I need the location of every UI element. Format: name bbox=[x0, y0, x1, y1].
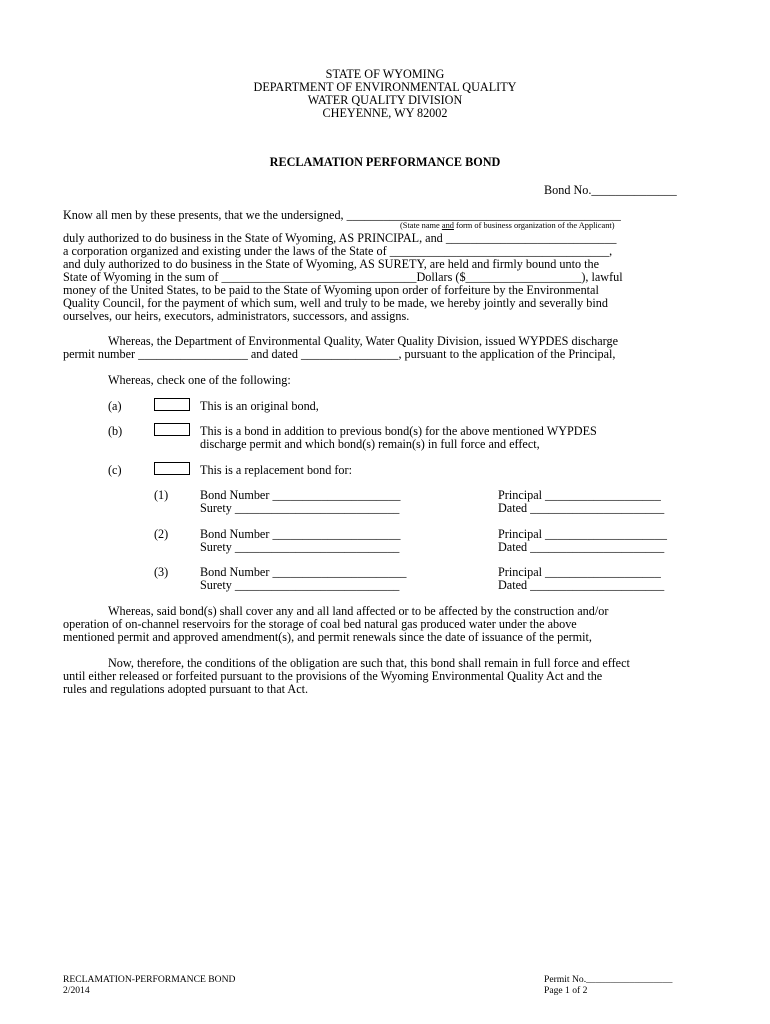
bond-entry-number: (2) bbox=[154, 527, 169, 541]
bond-entry-number: (1) bbox=[154, 488, 169, 502]
intro-line-2[interactable]: duly authorized to do business in the State of Wyoming, AS PRINCIPAL, and ____________________________ bbox=[63, 231, 617, 245]
intro-line-1[interactable]: Know all men by these presents, that we the undersigned, _____________________________________________ bbox=[63, 208, 621, 222]
option-c-text: This is a replacement bond for: bbox=[200, 463, 352, 477]
option-b-text-1: This is a bond in addition to previous bond(s) for the above mentioned WYPDES bbox=[200, 424, 597, 438]
option-a-label: (a) bbox=[108, 399, 122, 413]
option-c-checkbox[interactable] bbox=[154, 462, 190, 475]
bond-number-field[interactable]: Bond No.______________ bbox=[544, 183, 677, 197]
intro-line-7: Quality Council, for the payment of which sum, well and truly to be made, we hereby jointly and severally bind bbox=[63, 296, 608, 310]
applicant-note-part1: (State name bbox=[400, 221, 442, 230]
conditions-line-3: rules and regulations adopted pursuant to that Act. bbox=[63, 682, 309, 696]
surety-field[interactable]: Surety ___________________________ bbox=[200, 501, 400, 515]
dated-field[interactable]: Dated ______________________ bbox=[498, 578, 665, 592]
footer-page-number: Page 1 of 2 bbox=[544, 985, 588, 996]
principal-field[interactable]: Principal ___________________ bbox=[498, 488, 661, 502]
bond-number-field[interactable]: Bond Number _____________________ bbox=[200, 527, 401, 541]
whereas-check-line: Whereas, check one of the following: bbox=[108, 373, 291, 387]
intro-line-3[interactable]: a corporation organized and existing under the laws of the State of ____________________________________, bbox=[63, 244, 613, 258]
dated-field[interactable]: Dated ______________________ bbox=[498, 501, 665, 515]
header-line-state: STATE OF WYOMING bbox=[325, 67, 445, 81]
bond-number-field[interactable]: Bond Number _____________________ bbox=[200, 488, 401, 502]
whereas-permit-line-1: Whereas, the Department of Environmental Quality, Water Quality Division, issued WYPDES discharge bbox=[108, 334, 618, 348]
conditions-line-1: Now, therefore, the conditions of the obligation are such that, this bond shall remain in full force and effect bbox=[108, 656, 630, 670]
header-line-department: DEPARTMENT OF ENVIRONMENTAL QUALITY bbox=[253, 80, 517, 94]
intro-line-4: and duly authorized to do business in the State of Wyoming, AS SURETY, are held and firmly bound unto the bbox=[63, 257, 600, 271]
whereas-coverage-line-3: mentioned permit and approved amendment(s), and permit renewals since the date of issuance of the permit, bbox=[63, 630, 592, 644]
footer-revision-date: 2/2014 bbox=[63, 985, 90, 996]
whereas-coverage-line-2: operation of on-channel reservoirs for the storage of coal bed natural gas produced water under the above bbox=[63, 617, 577, 631]
whereas-coverage-line-1: Whereas, said bond(s) shall cover any and all land affected or to be affected by the construction and/or bbox=[108, 604, 609, 618]
bond-number-field[interactable]: Bond Number ______________________ bbox=[200, 565, 407, 579]
principal-field[interactable]: Principal ____________________ bbox=[498, 527, 667, 541]
option-a-checkbox[interactable] bbox=[154, 398, 190, 411]
whereas-permit-line-2[interactable]: permit number __________________ and dated ________________, pursuant to the application of the Principal, bbox=[63, 347, 616, 361]
surety-field[interactable]: Surety ___________________________ bbox=[200, 540, 400, 554]
applicant-note-and: and bbox=[441, 221, 454, 230]
header-line-division: WATER QUALITY DIVISION bbox=[307, 93, 463, 107]
option-c-label: (c) bbox=[108, 463, 122, 477]
applicant-note bbox=[400, 221, 615, 231]
intro-line-6: money of the United States, to be paid to the State of Wyoming upon order of forfeiture by the Environmental bbox=[63, 283, 599, 297]
option-a-text: This is an original bond, bbox=[200, 399, 319, 413]
page-title: RECLAMATION PERFORMANCE BOND bbox=[269, 155, 501, 169]
applicant-note-part2: form of business organization of the Applicant) bbox=[453, 221, 615, 230]
surety-field[interactable]: Surety ___________________________ bbox=[200, 578, 400, 592]
intro-line-5[interactable]: State of Wyoming in the sum of ________________________________Dollars ($___________________), lawful bbox=[63, 270, 623, 284]
dated-field[interactable]: Dated ______________________ bbox=[498, 540, 665, 554]
header-line-city: CHEYENNE, WY 82002 bbox=[322, 106, 448, 120]
intro-line-8: ourselves, our heirs, executors, administrators, successors, and assigns. bbox=[63, 309, 410, 323]
bond-entry-number: (3) bbox=[154, 565, 169, 579]
conditions-line-2: until either released or forfeited pursuant to the provisions of the Wyoming Environmental Quality Act and the bbox=[63, 669, 603, 683]
option-b-text-2: discharge permit and which bond(s) remain(s) in full force and effect, bbox=[200, 437, 540, 451]
option-b-label: (b) bbox=[108, 424, 123, 438]
option-b-checkbox[interactable] bbox=[154, 423, 190, 436]
principal-field[interactable]: Principal ___________________ bbox=[498, 565, 661, 579]
footer-permit-number[interactable]: Permit No.__________________ bbox=[544, 974, 673, 985]
footer-form-name: RECLAMATION-PERFORMANCE BOND bbox=[63, 974, 236, 985]
